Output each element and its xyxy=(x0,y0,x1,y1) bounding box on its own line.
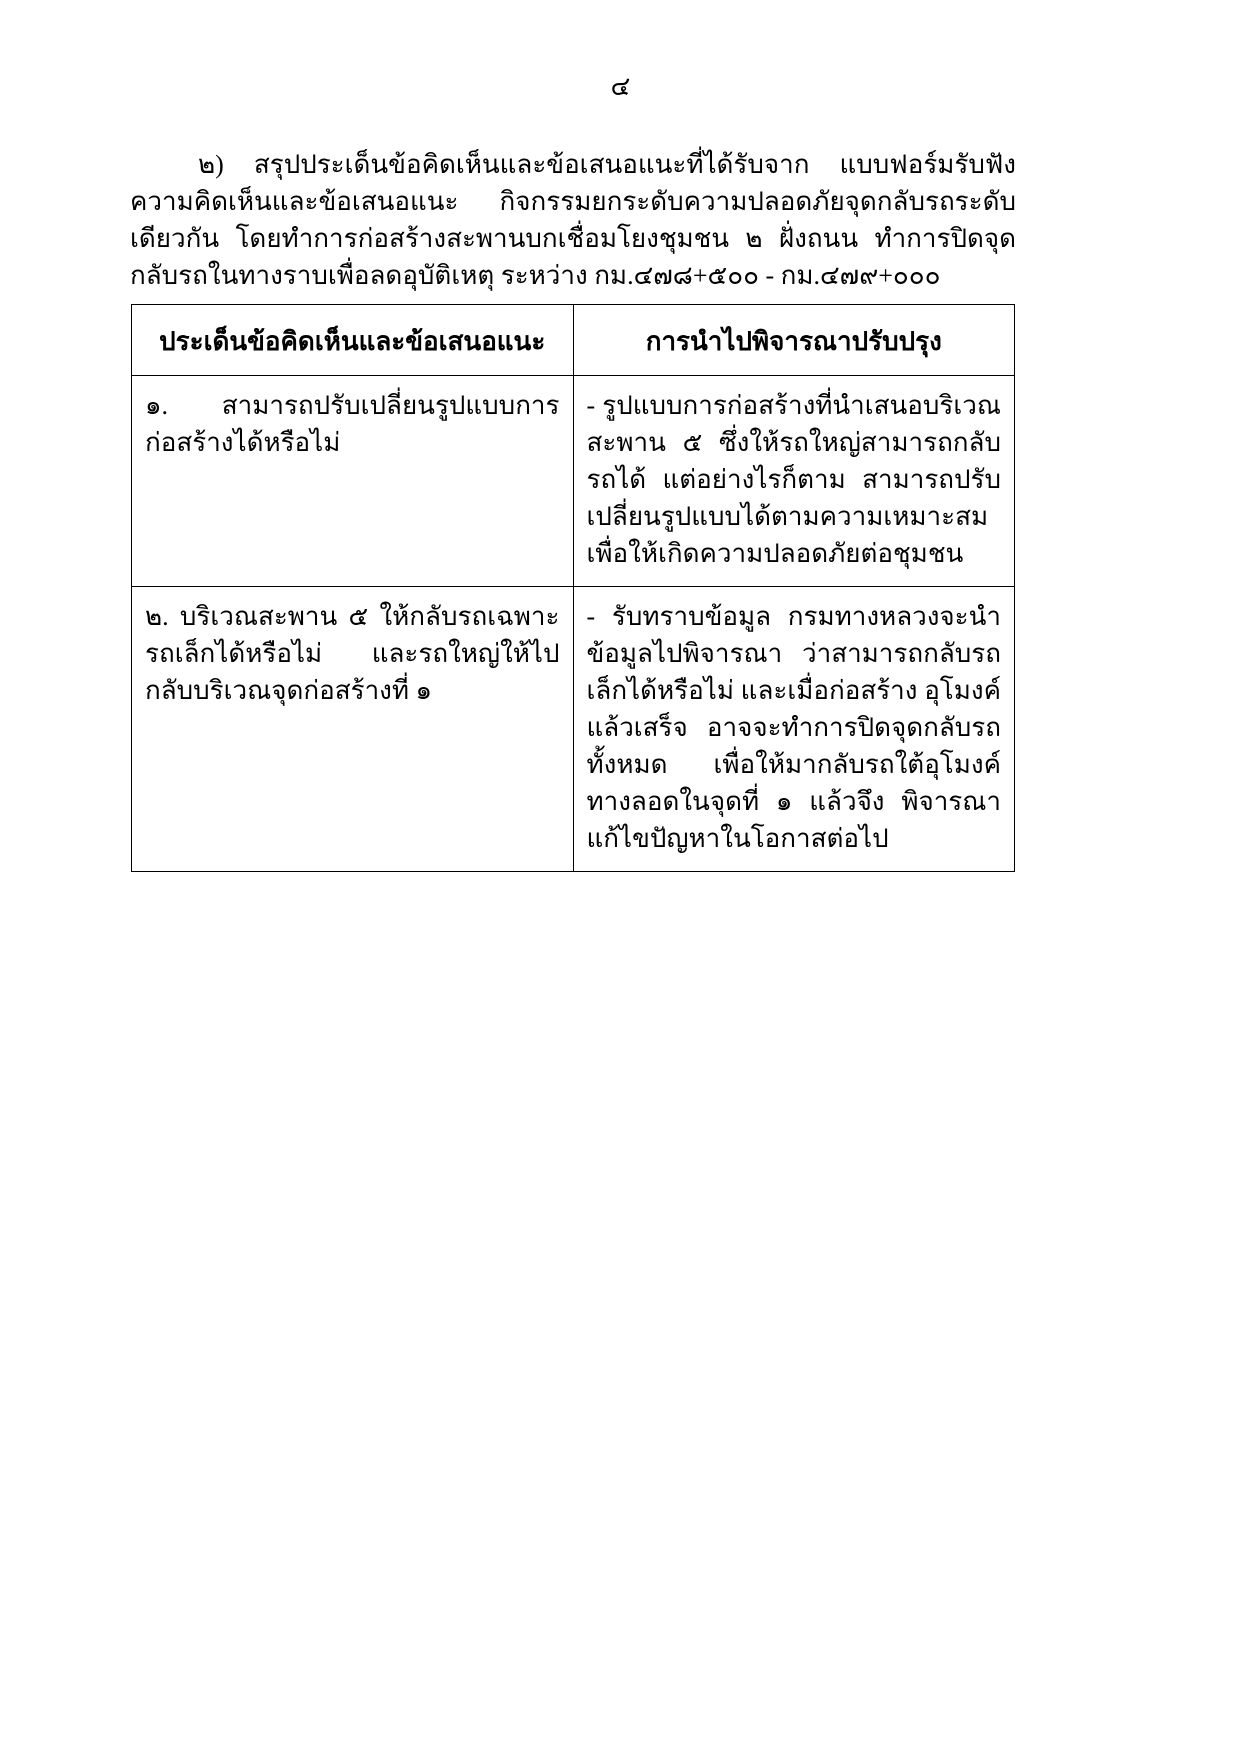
column-header-issues: ประเด็นข้อคิดเห็นและข้อเสนอแนะ xyxy=(132,305,574,376)
table-row xyxy=(132,376,1015,587)
intro-paragraph: ๒) สรุปประเด็นข้อคิดเห็นและข้อเสนอแนะที่ได้รับจาก แบบฟอร์มรับฟังความคิดเห็นและข้อเสนอแนะ กิจกรรมยกระดับความปลอดภัยจุดกลับรถระดับเดียวกัน โดยทำการก่อสร้างสะพานบกเชื่อมโยงชุมชน ๒ ฝั่งถนน ทำการปิดจุดกลับรถในทางราบเพื่อลดอุบัติเหตุ ระหว่าง กม.๔๗๘+๕๐๐ - กม.๔๗๙+๐๐๐ xyxy=(130,150,1016,290)
page-number: ๔ xyxy=(610,72,631,101)
issue-cell: ๑. สามารถปรับเปลี่ยนรูปแบบการก่อสร้างได้หรือไม่ xyxy=(132,376,574,587)
table-row xyxy=(132,587,1015,872)
feedback-table xyxy=(131,304,1015,872)
consideration-cell: - รูปแบบการก่อสร้างที่นำเสนอบริเวณสะพาน ๕ ซึ่งให้รถใหญ่สามารถกลับรถได้ แต่อย่างไรก็ตาม สามารถปรับเปลี่ยนรูปแบบได้ตามความเหมาะสม เพื่อให้เกิดความปลอดภัยต่อชุมชน xyxy=(573,376,1015,587)
column-header-consideration: การนำไปพิจารณาปรับปรุง xyxy=(573,305,1015,376)
table-header-row xyxy=(132,305,1015,376)
consideration-cell: - รับทราบข้อมูล กรมทางหลวงจะนำข้อมูลไปพิจารณา ว่าสามารถกลับรถเล็กได้หรือไม่ และเมื่อก่อสร้าง อุโมงค์แล้วเสร็จ อาจจะทำการปิดจุดกลับรถทั้งหมด เพื่อให้มากลับรถใต้อุโมงค์ทางลอดในจุดที่ ๑ แล้วจึง พิจารณาแก้ไขปัญหาในโอกาสต่อไป xyxy=(573,587,1015,872)
issue-cell: ๒. บริเวณสะพาน ๕ ให้กลับรถเฉพาะรถเล็กได้หรือไม่ และรถใหญ่ให้ไปกลับบริเวณจุดก่อสร้างที่ ๑ xyxy=(132,587,574,872)
